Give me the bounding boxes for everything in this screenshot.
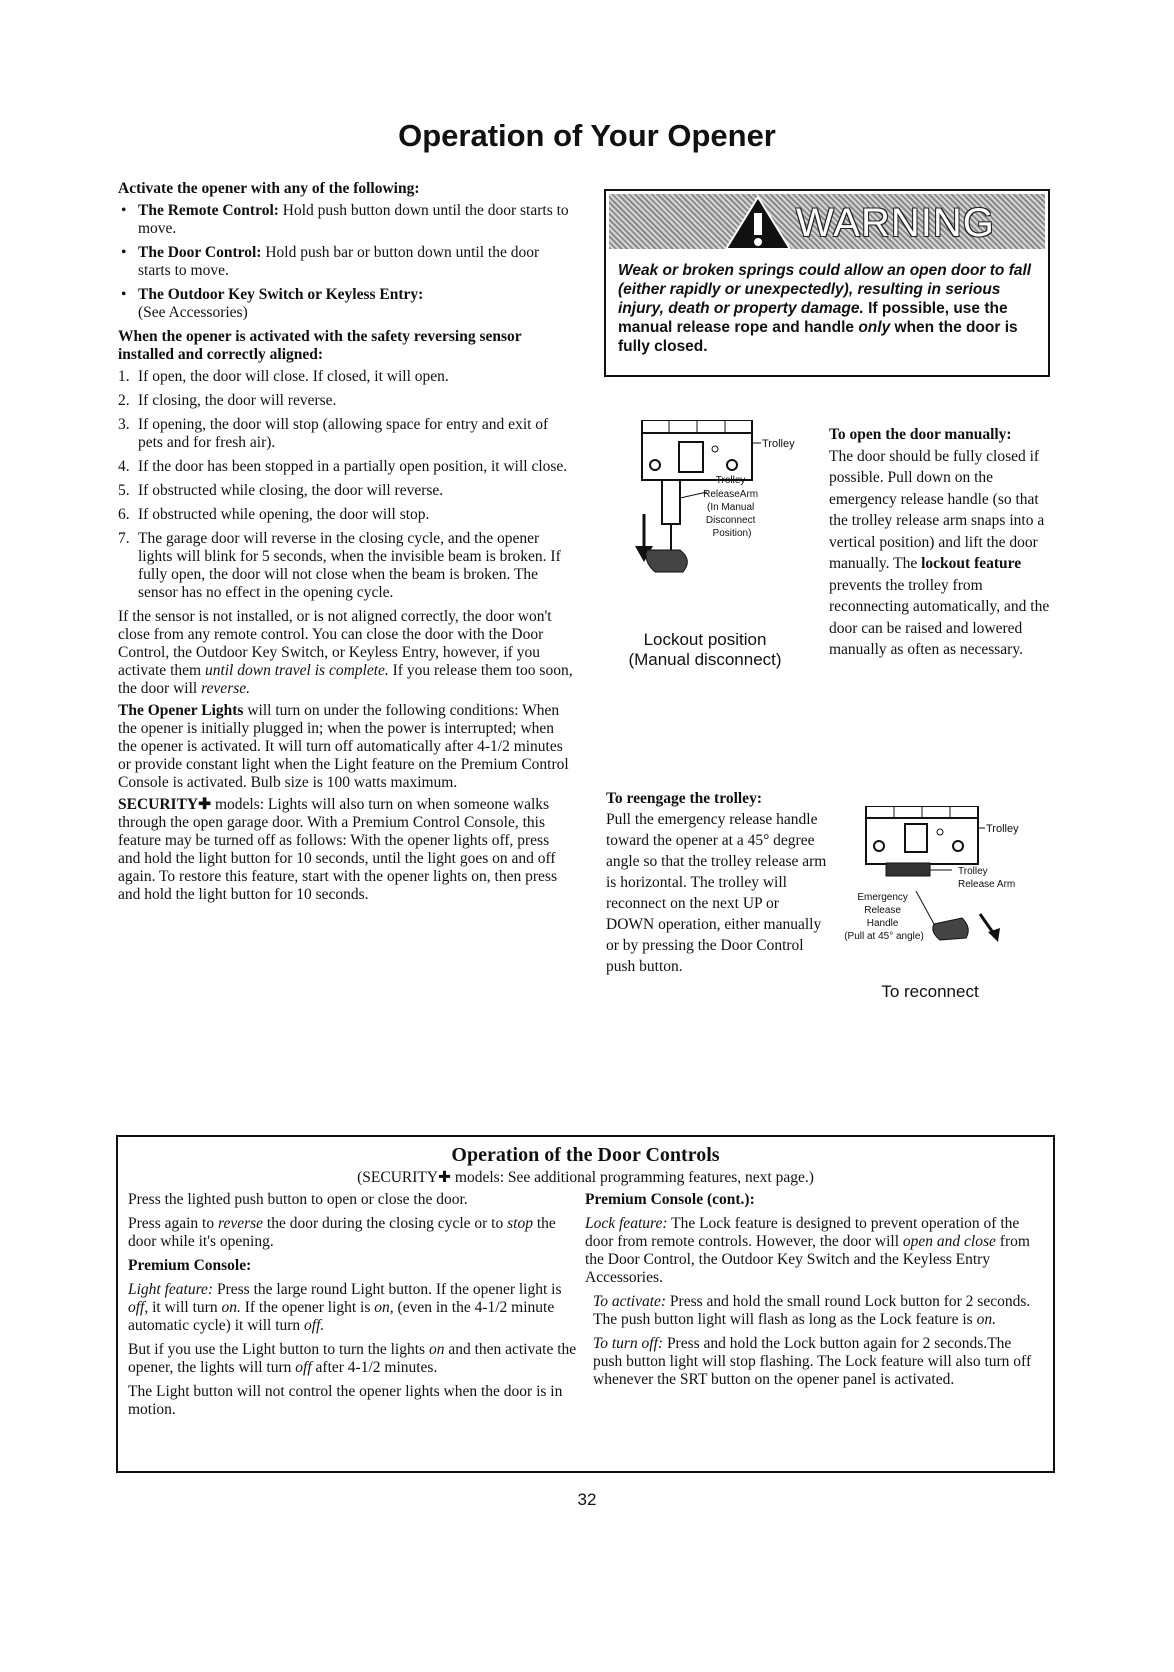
- lights-paragraph: [118, 702, 573, 792]
- step-text: If the door has been stopped in a partially open position, it will close.: [138, 458, 568, 475]
- step-item: [118, 368, 573, 386]
- list-item: [118, 244, 573, 280]
- step-text: The garage door will reverse in the closing cycle, and the opener lights will blink for 5 seconds, when the invisible beam is broken. If fully open, the door will not close when the beam is broken. The sensor has no effect in the opening cycle.: [138, 530, 561, 601]
- release-arm: [886, 863, 930, 876]
- step-item: [118, 482, 573, 500]
- security-label: SECURITY✚: [118, 796, 212, 813]
- list-item: [118, 202, 573, 238]
- warning-emphasis: Weak or broken springs could allow an open door to fall (either rapidly or unexpectedly), resulting in serious injury, death or property damage.: [618, 262, 1032, 317]
- left-column: [118, 180, 573, 908]
- turn-off-lock-text: To turn off: Press and hold the Lock button again for 2 seconds.The push button light will stop flashing. The Lock feature will also turn off whenever the SRT button on the opener panel is activated.: [593, 1335, 1032, 1388]
- premium-cont-heading: Premium Console (cont.):: [585, 1191, 755, 1208]
- controls-subtitle: (SECURITY✚ models: See additional programming features, next page.): [357, 1169, 814, 1186]
- motion-text: The Light button will not control the opener lights when the door is in motion.: [128, 1383, 563, 1418]
- security-text: models: Lights will also turn on when someone walks through the open garage door. With a Premium Control Console, this feature may be turned off as follows: With the opener lights off, press and hold the light button for 10 seconds, until the light goes on and off again. To restore this feature, start with the opener lights on, then press and hold the light button for 10 seconds.: [118, 796, 557, 903]
- warning-title: WARNING: [796, 201, 995, 245]
- note-emphasis: until down travel is complete.: [204, 662, 389, 679]
- release-handle: [646, 550, 687, 572]
- step-number: 6.: [118, 506, 130, 523]
- release-handle: [933, 918, 968, 940]
- controls-left-column: [128, 1191, 583, 1425]
- note-text: If you release them too soon, the door will: [118, 662, 573, 697]
- reconnect-diagram: [842, 806, 1042, 956]
- reengage-section: [606, 788, 828, 977]
- door-controls-box: [116, 1135, 1055, 1473]
- step-number: 1.: [118, 368, 130, 385]
- item-label: The Remote Control:: [138, 202, 279, 219]
- security-paragraph: [118, 796, 573, 904]
- step-number: 2.: [118, 392, 130, 409]
- step-number: 5.: [118, 482, 130, 499]
- controls-text: Press again to reverse the door during the closing cycle or to stop the door while it's opening.: [128, 1215, 556, 1250]
- light-timer-text: But if you use the Light button to turn the lights on and then activate the opener, the lights will turn off after 4-1/2 minutes.: [128, 1341, 577, 1376]
- step-text: If obstructed while opening, the door will stop.: [138, 506, 430, 523]
- item-label: The Outdoor Key Switch or Keyless Entry:: [138, 286, 424, 303]
- lockout-caption-1: Lockout position: [643, 630, 767, 649]
- premium-heading: Premium Console:: [128, 1257, 252, 1274]
- controls-right-column: [585, 1191, 1043, 1395]
- warning-text: [618, 261, 1040, 356]
- step-item: [118, 530, 573, 602]
- note-emphasis: reverse.: [201, 680, 251, 697]
- sensor-heading: When the opener is activated with the safety reversing sensor installed and correctly aligned:: [118, 328, 522, 363]
- lockout-feature-label: lockout feature: [921, 555, 1022, 572]
- activate-list: [118, 202, 573, 322]
- lockout-caption-2: (Manual disconnect): [628, 650, 782, 669]
- page-title: Operation of Your Opener: [398, 118, 776, 153]
- sensor-steps: [118, 368, 573, 602]
- lock-feature-text: Lock feature: The Lock feature is designed to prevent operation of the door from remote controls. However, the door will open and close from the Door Control, the Outdoor Key Switch and the Keyless Entry Accessories.: [585, 1215, 1030, 1286]
- step-text: If closing, the door will reverse.: [138, 392, 337, 409]
- item-text: Hold push button down until the door starts to move.: [138, 202, 569, 237]
- warning-body: when the door is fully closed.: [618, 319, 1018, 355]
- trolley-label: Trolley: [986, 823, 1019, 835]
- item-text: Hold push bar or button down until the door starts to move.: [138, 244, 540, 279]
- manual-open-text: [829, 446, 1054, 661]
- step-number: 3.: [118, 416, 130, 433]
- controls-text: Press the lighted push button to open or close the door.: [128, 1191, 468, 1208]
- arm-label: Trolley ReleaseArm (In Manual Disconnect Position): [703, 475, 759, 539]
- warning-box: [604, 189, 1050, 377]
- item-label: The Door Control:: [138, 244, 262, 261]
- controls-title: Operation of the Door Controls: [451, 1144, 720, 1166]
- page-number: 32: [577, 1490, 597, 1509]
- manual-open-body: prevents the trolley from reconnecting automatically, and the door can be raised and lowered manually as often as necessary.: [829, 576, 1050, 658]
- lights-text: will turn on under the following conditions: When the opener is initially plugged in; when the power is interrupted; when the opener is activated. It will turn off automatically after 4-1/2 minutes or provide constant light when the Light feature on the Premium Control Console is activated. Bulb size is 100 watts maximum.: [118, 702, 569, 791]
- warning-triangle-icon: [723, 194, 793, 252]
- step-text: If opening, the door will stop (allowing space for entry and exit of pets and for fresh air).: [138, 416, 549, 451]
- step-text: If obstructed while closing, the door will reverse.: [138, 482, 444, 499]
- step-number: 7.: [118, 530, 130, 547]
- sensor-note: [118, 608, 573, 698]
- lights-label: The Opener Lights: [118, 702, 244, 719]
- arm-label: Release Arm: [958, 879, 1016, 890]
- list-item: [118, 286, 573, 322]
- step-item: [118, 392, 573, 410]
- manual-open-body: The door should be fully closed if possible. Pull down on the emergency release handle (so that the trolley release arm snaps into a vertical position) and lift the door manually. The: [829, 447, 1045, 572]
- trolley-label: Trolley: [762, 438, 795, 450]
- step-item: [118, 416, 573, 452]
- lockout-diagram: [625, 420, 825, 620]
- reengage-heading: To reengage the trolley:: [606, 790, 762, 807]
- handle-label: Emergency Release Handle (Pull at 45° angle): [844, 892, 924, 942]
- activate-lock-text: To activate: Press and hold the small round Lock button for 2 seconds. The push button light will flash as long as the Lock feature is on.: [593, 1293, 1031, 1328]
- reengage-text: Pull the emergency release handle toward the opener at a 45° degree angle so that the trolley release arm is horizontal. The trolley will reconnect on the next UP or DOWN operation, either manually or by pressing the Door Control push button.: [606, 811, 827, 975]
- manual-open-section: [829, 424, 1054, 661]
- warning-emphasis: only: [858, 319, 891, 336]
- release-arm: [662, 480, 680, 524]
- step-item: [118, 458, 573, 476]
- step-item: [118, 506, 573, 524]
- light-feature-text: Light feature: Press the large round Light button. If the opener light is off, it will turn on. If the opener light is on, (even in the 4-1/2 minute automatic cycle) it will turn off.: [128, 1281, 562, 1334]
- item-sub: (See Accessories): [138, 304, 248, 321]
- reconnect-caption: To reconnect: [881, 982, 979, 1001]
- note-text: If the sensor is not installed, or is not aligned correctly, the door won't close from any remote control. You can close the door with the Door Control, the Outdoor Key Switch, or Keyless Entry, however, if you activate them: [118, 608, 552, 679]
- step-text: If open, the door will close. If closed, it will open.: [138, 368, 449, 385]
- activate-heading: Activate the opener with any of the following:: [118, 180, 420, 197]
- warning-body: If possible, use the manual release rope and handle: [618, 300, 1008, 336]
- step-number: 4.: [118, 458, 130, 475]
- manual-open-heading: To open the door manually:: [829, 426, 1012, 443]
- arm-label: Trolley: [958, 866, 988, 877]
